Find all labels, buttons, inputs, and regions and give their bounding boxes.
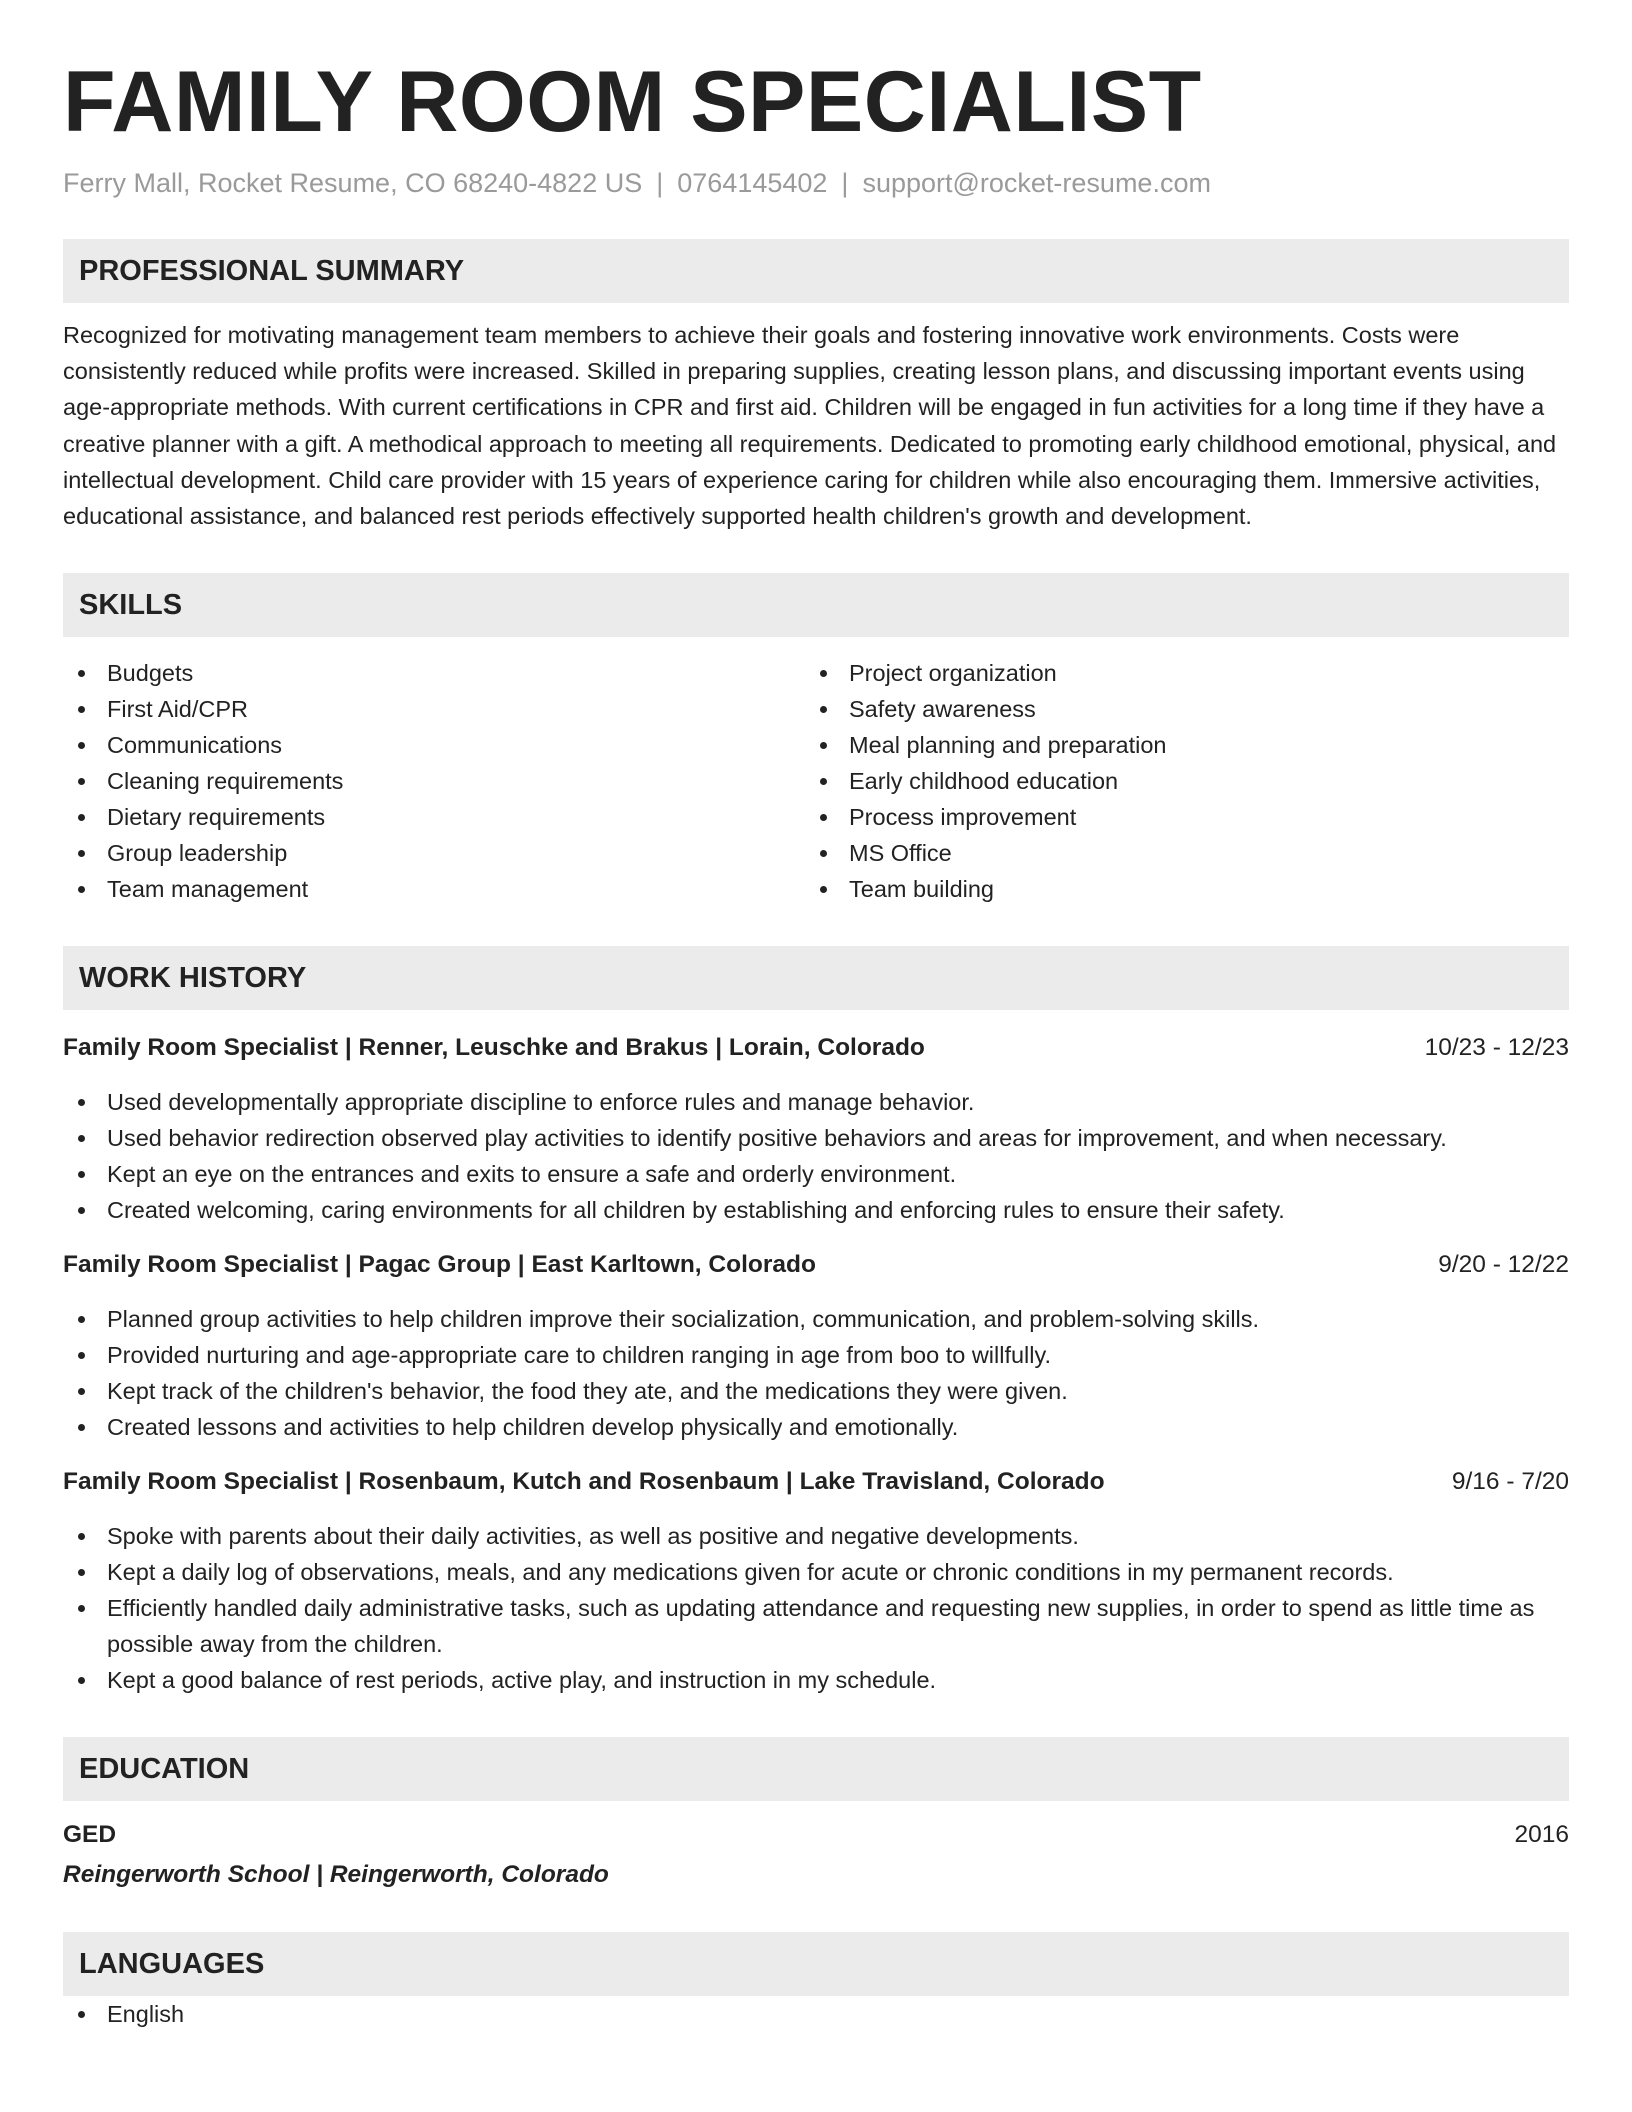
contact-separator: | [841, 168, 849, 198]
job-dates: 9/20 - 12/22 [1438, 1251, 1569, 1279]
job-duties [63, 1301, 1569, 1445]
languages-list [63, 1996, 1569, 2032]
skill-item: Early childhood education [805, 763, 1547, 799]
job-duty: Used developmentally appropriate discipline to enforce rules and manage behavior. [63, 1084, 1569, 1120]
skill-item: Project organization [805, 655, 1547, 691]
summary-text: Recognized for motivating management team members to achieve their goals and fostering innovative work environments. Costs were consistently reduced while profits were increased. Skilled in preparing supplies, creating lesson plans, and discussing important events using age-appropriate methods. With current certifications in CPR and first aid. Children will be engaged in fun activities for a long time if they have a creative planner with a gift. A methodical approach to meeting all requirements. Dedicated to promoting early childhood emotional, physical, and intellectual development. Child care provider with 15 years of experience caring for children while also encouraging them. Immersive activities, educational assistance, and balanced rest periods effectively supported health children's growth and development. [63, 322, 1557, 530]
contact-separator: | [656, 168, 664, 198]
skill-item: First Aid/CPR [63, 691, 805, 727]
skill-item: Communications [63, 727, 805, 763]
skills-columns [63, 655, 1569, 907]
section-heading-languages: LANGUAGES [63, 1932, 1569, 1996]
job-dates: 10/23 - 12/23 [1424, 1034, 1569, 1062]
job-entry [63, 1464, 1569, 1698]
job-dates: 9/16 - 7/20 [1451, 1468, 1569, 1496]
skill-item: Safety awareness [805, 691, 1547, 727]
section-heading-education: EDUCATION [63, 1737, 1569, 1801]
job-duty: Created welcoming, caring environments for all children by establishing and enforcing rules to ensure their safety. [63, 1192, 1569, 1228]
job-duties [63, 1084, 1569, 1228]
skill-item: Dietary requirements [63, 799, 805, 835]
skill-item: Meal planning and preparation [805, 727, 1547, 763]
job-header [63, 1247, 1569, 1283]
education-header [63, 1817, 1569, 1853]
contact-line [63, 166, 1569, 200]
skill-item: Team management [63, 871, 805, 907]
job-duty: Kept track of the children's behavior, the food they ate, and the medications they were given. [63, 1373, 1569, 1409]
job-duty: Kept a good balance of rest periods, active play, and instruction in my schedule. [63, 1662, 1569, 1698]
language-item: English [63, 1996, 1569, 2032]
job-duty: Spoke with parents about their daily activities, as well as positive and negative developments. [63, 1518, 1569, 1554]
skills-list-left [63, 655, 805, 907]
job-duty: Planned group activities to help children improve their socialization, communication, and problem-solving skills. [63, 1301, 1569, 1337]
skill-item: Cleaning requirements [63, 763, 805, 799]
job-duties [63, 1518, 1569, 1698]
skills-list-right [805, 655, 1547, 907]
contact-email: support@rocket-resume.com [862, 168, 1211, 198]
education-degree: GED [63, 1821, 117, 1849]
candidate-name: FAMILY ROOM SPECIALIST [63, 54, 1202, 150]
skill-item: Budgets [63, 655, 805, 691]
job-duty: Kept a daily log of observations, meals, and any medications given for acute or chronic conditions in my permanent records. [63, 1554, 1569, 1590]
job-duty: Provided nurturing and age-appropriate care to children ranging in age from boo to willfully. [63, 1337, 1569, 1373]
skill-item: MS Office [805, 835, 1547, 871]
job-header [63, 1030, 1569, 1066]
job-duty: Created lessons and activities to help children develop physically and emotionally. [63, 1409, 1569, 1445]
section-heading-summary: PROFESSIONAL SUMMARY [63, 239, 1569, 303]
job-title: Family Room Specialist | Renner, Leuschke and Brakus | Lorain, Colorado [63, 1034, 925, 1062]
education-year: 2016 [1514, 1821, 1569, 1849]
education-school: Reingerworth School | Reingerworth, Colorado [63, 1861, 609, 1889]
education-entry [63, 1817, 1569, 1893]
job-title: Family Room Specialist | Rosenbaum, Kutch and Rosenbaum | Lake Travisland, Colorado [63, 1468, 1105, 1496]
job-header [63, 1464, 1569, 1500]
contact-phone: 0764145402 [677, 168, 828, 198]
skill-item: Team building [805, 871, 1547, 907]
job-duty: Kept an eye on the entrances and exits to ensure a safe and orderly environment. [63, 1156, 1569, 1192]
section-heading-skills: SKILLS [63, 573, 1569, 637]
job-title: Family Room Specialist | Pagac Group | East Karltown, Colorado [63, 1251, 816, 1279]
job-entry [63, 1247, 1569, 1445]
contact-address: Ferry Mall, Rocket Resume, CO 68240-4822 US [63, 168, 643, 198]
job-duty: Efficiently handled daily administrative tasks, such as updating attendance and requesting new supplies, in order to spend as little time as possible away from the children. [63, 1590, 1569, 1662]
job-duty: Used behavior redirection observed play activities to identify positive behaviors and areas for improvement, and when necessary. [63, 1120, 1569, 1156]
skill-item: Group leadership [63, 835, 805, 871]
section-heading-work-history: WORK HISTORY [63, 946, 1569, 1010]
job-entry [63, 1030, 1569, 1228]
skill-item: Process improvement [805, 799, 1547, 835]
